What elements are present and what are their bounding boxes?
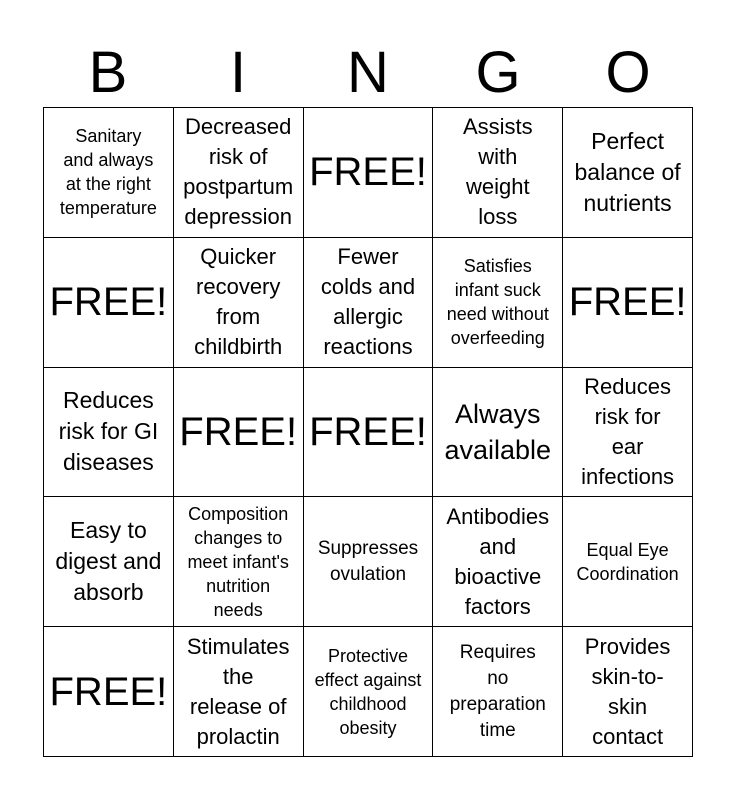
bingo-cell-label: FREE! (179, 409, 298, 454)
bingo-cell-label: FREE! (49, 669, 168, 714)
bingo-cell[interactable] (563, 627, 693, 757)
bingo-cell-label: Quicker recovery from childbirth (194, 244, 283, 360)
bingo-cell-label: Composition changes to meet infant's nutrition needs (187, 503, 289, 620)
bingo-cell-label: Sanitary and always at the right temperature (59, 126, 157, 219)
bingo-cell[interactable] (304, 627, 434, 757)
bingo-cell-free[interactable] (563, 238, 693, 368)
bingo-cell-label: FREE! (49, 280, 168, 325)
bingo-cell-label: FREE! (309, 409, 427, 454)
header-letter-i: I (229, 40, 247, 105)
bingo-cell-label: Provides skin-to- skin contact (584, 633, 671, 749)
bingo-cell[interactable] (174, 108, 304, 238)
bingo-cell[interactable] (433, 238, 563, 368)
bingo-cell-free[interactable] (304, 108, 434, 238)
header-letter-n: N (347, 40, 389, 105)
bingo-cell[interactable] (174, 238, 304, 368)
bingo-cell[interactable] (433, 627, 563, 757)
bingo-cell-free[interactable] (44, 238, 174, 368)
header-letter-o: O (605, 40, 651, 105)
bingo-cell-label: Protective effect against childhood obesity (314, 645, 422, 738)
header-letter-g: G (475, 40, 521, 105)
bingo-cell[interactable] (304, 497, 434, 627)
bingo-cell-label: Perfect balance of nutrients (574, 127, 681, 216)
bingo-cell[interactable] (433, 108, 563, 238)
bingo-cell[interactable] (563, 108, 693, 238)
bingo-cell-label: Equal Eye Coordination (576, 539, 679, 584)
bingo-cell-free[interactable] (44, 627, 174, 757)
bingo-cell[interactable] (563, 368, 693, 498)
bingo-cell-label: Decreased risk of postpartum depression (183, 114, 294, 230)
bingo-cell[interactable] (174, 627, 304, 757)
bingo-cell-label: Reduces risk for ear infections (581, 373, 675, 489)
bingo-cell-free[interactable] (174, 368, 304, 498)
bingo-cell-label: Always available (444, 398, 552, 465)
bingo-cell-label: Easy to digest and absorb (55, 517, 162, 606)
bingo-cell[interactable] (304, 238, 434, 368)
bingo-cell[interactable] (433, 368, 563, 498)
bingo-cell[interactable] (44, 368, 174, 498)
bingo-cell[interactable] (563, 497, 693, 627)
bingo-cell-label: Assists with weight loss (462, 114, 533, 230)
bingo-cell-label: FREE! (568, 280, 687, 325)
bingo-cell-free[interactable] (304, 368, 434, 498)
bingo-cell-label: FREE! (309, 150, 427, 195)
bingo-cell[interactable] (174, 497, 304, 627)
bingo-cell-label: Antibodies and bioactive factors (446, 503, 550, 619)
bingo-cell-label: Requires no preparation time (449, 641, 546, 741)
bingo-cell[interactable] (44, 108, 174, 238)
bingo-header (43, 40, 693, 106)
bingo-cell[interactable] (433, 497, 563, 627)
bingo-cell-label: Fewer colds and allergic reactions (320, 244, 416, 360)
bingo-cell[interactable] (44, 497, 174, 627)
bingo-cell-label: Reduces risk for GI diseases (58, 387, 159, 476)
bingo-cell-label: Suppresses ovulation (317, 537, 419, 585)
bingo-cell-label: Satisfies infant suck need without overfeeding (446, 256, 549, 349)
bingo-board (43, 107, 693, 757)
header-letter-b: B (88, 40, 128, 105)
bingo-cell-label: Stimulates the release of prolactin (186, 633, 290, 749)
